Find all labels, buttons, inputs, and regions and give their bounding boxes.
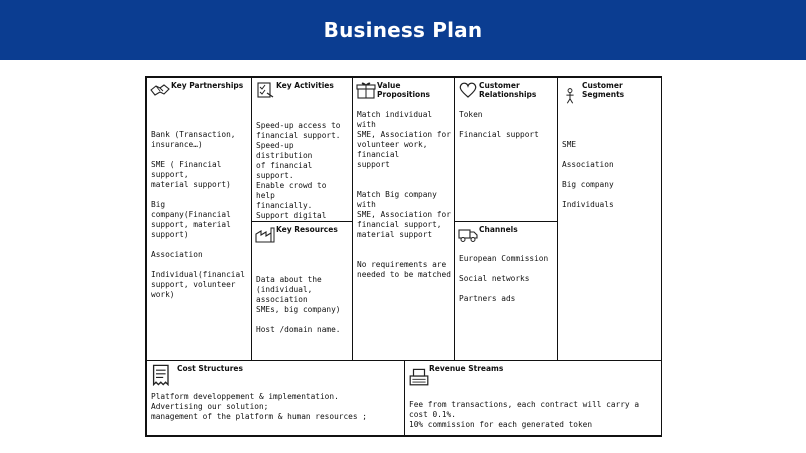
value-propositions-block xyxy=(352,77,455,361)
person-icon xyxy=(561,81,579,111)
list-item: Token xyxy=(459,110,483,119)
cost-structures-block xyxy=(146,360,405,436)
cost-structures-text xyxy=(151,392,401,432)
list-item: Data about the (individual, association SMEs, big company) xyxy=(256,275,341,314)
revenue-streams-title: Revenue Streams xyxy=(429,364,504,373)
list-item: SME ( Financial support, material support) xyxy=(151,160,231,189)
list-item: Association xyxy=(562,160,614,169)
delivery-truck-icon xyxy=(458,225,478,243)
cash-register-icon xyxy=(408,364,430,388)
customer-relationships-title: Customer Relationships xyxy=(479,81,537,99)
checklist-icon xyxy=(255,81,275,99)
key-partnerships-block xyxy=(146,77,252,361)
key-activities-block xyxy=(251,77,353,222)
revenue-streams-block xyxy=(404,360,662,436)
customer-segments-block xyxy=(557,77,662,361)
customer-segments-title: Customer Segments xyxy=(582,81,625,99)
heart-icon xyxy=(458,81,478,99)
list-item: No requirements are needed to be matched xyxy=(357,260,451,279)
list-item: Partners ads xyxy=(459,294,516,303)
list-item: Association xyxy=(151,250,203,259)
revenue-streams-text xyxy=(409,400,658,440)
customer-segments-list xyxy=(562,140,658,220)
channels-list xyxy=(459,254,554,314)
list-item: Match Big company with SME, Association for financial support, material support xyxy=(357,190,451,239)
key-activities-description: Speed-up access to financial support. Speed-up distribution of financial support. Enable crowd to help financially. Support digital xyxy=(256,121,341,220)
receipt-icon xyxy=(150,364,174,386)
list-item: Match individual with SME, Association for volunteer work, financial support xyxy=(357,110,451,169)
list-item: European Commission xyxy=(459,254,549,263)
list-item: Individual(financial support, volunteer work) xyxy=(151,270,245,299)
revenue-streams-description: Fee from transactions, each contract will carry a cost 0.1%. 10% commission for each generated token xyxy=(409,400,640,429)
key-activities-title: Key Activities xyxy=(276,81,334,90)
key-partnerships-title: Key Partnerships xyxy=(171,81,244,90)
factory-icon xyxy=(255,226,275,244)
list-item: Financial support xyxy=(459,130,539,139)
key-resources-block xyxy=(251,221,353,361)
customer-relationships-list xyxy=(459,110,554,150)
list-item: Bank (Transaction, insurance…) xyxy=(151,130,236,149)
list-item: Host /domain name. xyxy=(256,325,341,334)
gift-icon xyxy=(356,81,376,99)
page-title: Business Plan xyxy=(323,18,483,42)
business-model-canvas xyxy=(145,76,662,437)
list-item: Social networks xyxy=(459,274,530,283)
key-resources-title: Key Resources xyxy=(276,225,338,234)
list-item: Big company(Financial support, material support) xyxy=(151,200,231,239)
key-partnerships-list xyxy=(151,130,248,310)
header-bar xyxy=(0,0,806,60)
channels-title: Channels xyxy=(479,225,518,234)
list-item: Individuals xyxy=(562,200,614,209)
value-propositions-title: Value Propositions xyxy=(377,81,431,99)
customer-relationships-block xyxy=(454,77,558,222)
key-resources-list xyxy=(256,275,349,345)
handshake-icon xyxy=(150,81,170,99)
list-item: Big company xyxy=(562,180,614,189)
cost-structures-title: Cost Structures xyxy=(177,364,243,373)
value-propositions-list xyxy=(357,110,451,290)
list-item: SME xyxy=(562,140,577,149)
cost-structures-description: Platform developpement & implementation. Advertising our solution; management of the platform & human resources ; xyxy=(151,392,367,421)
channels-block xyxy=(454,221,558,361)
